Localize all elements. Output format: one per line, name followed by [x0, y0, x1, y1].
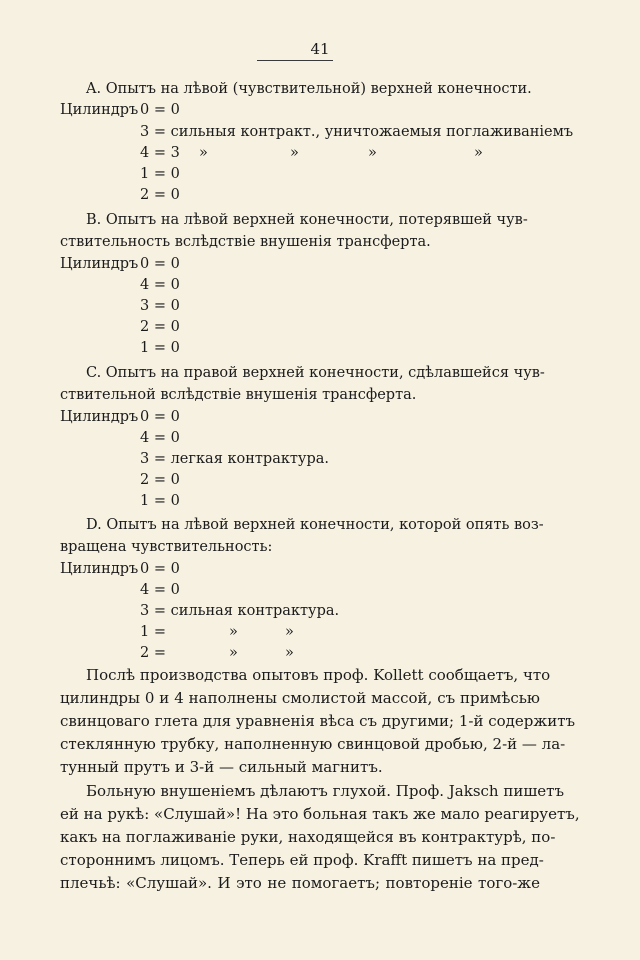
section-c-heading-line: C. Опытъ на правой верхней конечности, сдѣлавшейся чув- — [86, 365, 545, 381]
section-b-cylinder-label: Цилиндръ — [60, 256, 139, 272]
section-d-row: 4 = 0 — [140, 582, 180, 598]
section-b-row: 3 = 0 — [140, 298, 180, 314]
section-a-cylinder-label: Цилиндръ — [60, 102, 139, 118]
section-c-row: 2 = 0 — [140, 472, 180, 488]
section-c-row: 0 = 0 — [140, 409, 180, 425]
ditto-mark: » — [229, 645, 238, 661]
paragraph-line: свинцоваго глета для уравненія вѣса съ другими; 1-й содержитъ — [60, 712, 576, 730]
section-b-row: 4 = 0 — [140, 277, 180, 293]
ditto-mark: » — [229, 624, 238, 640]
page-number: 41 — [310, 40, 330, 58]
ditto-mark: » — [474, 145, 483, 161]
section-d-row: 0 = 0 — [140, 561, 180, 577]
paragraph-line: Послѣ производства опытовъ проф. Kollett сообщаетъ, что — [86, 666, 551, 684]
ditto-mark: » — [199, 145, 208, 161]
section-c-heading-line: ствительной вслѣдствіе внушенія трансферта. — [60, 387, 417, 403]
section-c-row: 1 = 0 — [140, 493, 180, 509]
section-a-row: 3 = сильныя контракт., уничтожаемыя поглаживаніемъ — [140, 124, 574, 140]
section-b-heading-line: ствительность вслѣдствіе внушенія трансферта. — [60, 234, 431, 250]
section-d-heading-line: D. Опытъ на лѣвой верхней конечности, которой опять воз- — [86, 517, 544, 533]
section-a-heading: A. Опытъ на лѣвой (чувствительной) верхней конечности. — [86, 81, 532, 97]
section-d-row: 1 = — [140, 624, 166, 640]
paragraph-line: цилиндры 0 и 4 наполнены смолистой массой, съ примѣсью — [60, 689, 540, 707]
paragraph-line: плечьѣ: «Слушай». И это не помогаетъ; повтореніе того-же — [60, 874, 540, 892]
section-d-heading-line: вращена чувствительность: — [60, 539, 273, 555]
paragraph-line: стеклянную трубку, наполненную свинцовой дробью, 2-й — ла- — [60, 735, 566, 753]
paragraph-line: тунный прутъ и 3-й — сильный магнитъ. — [60, 758, 383, 776]
section-b-row: 1 = 0 — [140, 340, 180, 356]
section-c-cylinder-label: Цилиндръ — [60, 409, 139, 425]
section-c-row: 4 = 0 — [140, 430, 180, 446]
section-a-row: 0 = 0 — [140, 102, 180, 118]
section-a-row: 2 = 0 — [140, 187, 180, 203]
paragraph-line: какъ на поглаживаніе руки, находящейся въ контрактурѣ, по- — [60, 828, 556, 846]
section-a-row: 1 = 0 — [140, 166, 180, 182]
ditto-mark: » — [285, 645, 294, 661]
section-c-row: 3 = легкая контрактура. — [140, 451, 330, 467]
header-rule — [257, 60, 333, 61]
section-d-row: 2 = — [140, 645, 166, 661]
section-d-cylinder-label: Цилиндръ — [60, 561, 139, 577]
ditto-mark: » — [285, 624, 294, 640]
paragraph-line: стороннимъ лицомъ. Теперь ей проф. Krafft пишетъ на пред- — [60, 851, 544, 869]
paragraph-line: Больную внушеніемъ дѣлаютъ глухой. Проф. Jaksch пишетъ — [86, 782, 565, 800]
paragraph-line: ей на рукѣ: «Слушай»! На это больная такъ же мало реагируетъ, — [60, 805, 580, 823]
ditto-mark: » — [368, 145, 377, 161]
section-b-row: 0 = 0 — [140, 256, 180, 272]
section-b-row: 2 = 0 — [140, 319, 180, 335]
section-a-row: 4 = 3 — [140, 145, 180, 161]
section-b-heading-line: B. Опытъ на лѣвой верхней конечности, потерявшей чув- — [86, 212, 528, 228]
ditto-mark: » — [290, 145, 299, 161]
section-d-row: 3 = сильная контрактура. — [140, 603, 340, 619]
